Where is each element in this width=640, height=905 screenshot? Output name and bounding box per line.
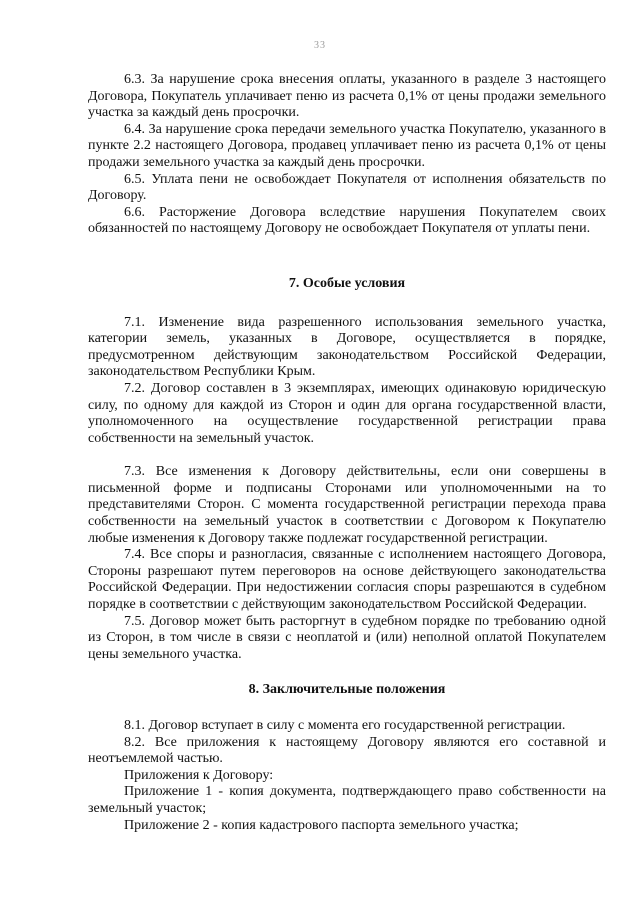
appendix-item-1: Приложение 1 - копия документа, подтверждающего право собственности на земельный участок; xyxy=(88,784,606,816)
clause-7-2: 7.2. Договор составлен в 3 экземплярах, имеющих одинаковую юридическую силу, по одному для каждой из Сторон и один для органа государственной власти, уполномоченного на осуществление государственной регистрации права собственности на земельный участок. xyxy=(88,380,606,446)
clause-6-3: 6.3. За нарушение срока внесения оплаты, указанного в разделе 3 настоящего Договора, Покупатель уплачивает пеню из расчета 0,1% от цены продажи земельного участка за каждый день просрочки. xyxy=(88,72,606,121)
page-number: 33 xyxy=(314,40,326,51)
document-body xyxy=(88,72,606,834)
clause-7-3: 7.3. Все изменения к Договору действительны, если они совершены в письменной форме и подписаны Сторонами или уполномоченными на то представителями Сторон. С момента государственной регистрации перехода права собственности на земельный участок в соответствии с Договором к Покупателю любые изменения к Договору также подлежат государственной регистрации. xyxy=(88,464,606,546)
clause-6-5: 6.5. Уплата пени не освобождает Покупателя от исполнения обязательств по Договору. xyxy=(88,171,606,204)
clause-6-6: 6.6. Расторжение Договора вследствие нарушения Покупателем своих обязанностей по настоящему Договору не освобождает Покупателя от уплаты пени. xyxy=(88,204,606,237)
section-8-heading: 8. Заключительные положения xyxy=(248,682,446,698)
clause-7-5: 7.5. Договор может быть расторгнут в судебном порядке по требованию одной из Сторон, в том числе в связи с неоплатой и (или) неполной оплатой Покупателем цены земельного участка. xyxy=(88,613,606,662)
clause-7-4: 7.4. Все споры и разногласия, связанные с исполнением настоящего Договора, Стороны разрешают путем переговоров на основе действующего законодательства Российской Федерации. При недостижении согласия споры разрешаются в судебном порядке в соответствии с действующим законодательством Российской Федерации. xyxy=(88,547,606,613)
clause-8-1: 8.1. Договор вступает в силу с момента его государственной регистрации. xyxy=(124,718,566,733)
clause-6-4: 6.4. За нарушение срока передачи земельного участка Покупателю, указанного в пункте 2.2 настоящего Договора, продавец уплачивает пеню из расчета 0,1% от цены продажи земельного участка за каждый день просрочки. xyxy=(88,121,606,170)
clause-7-1: 7.1. Изменение вида разрешенного использования земельного участка, категории земель, указанных в Договоре, осуществляется в порядке, предусмотренном действующим законодательством Российской Федерации, законодательством Республики Крым. xyxy=(88,314,606,380)
clause-8-2: 8.2. Все приложения к настоящему Договору являются его составной и неотъемлемой частью. xyxy=(88,734,606,767)
appendix-list-title: Приложения к Договору: xyxy=(124,767,274,783)
appendix-item-2: Приложение 2 - копия кадастрового паспорта земельного участка; xyxy=(124,817,519,833)
section-7-heading: 7. Особые условия xyxy=(288,275,406,291)
